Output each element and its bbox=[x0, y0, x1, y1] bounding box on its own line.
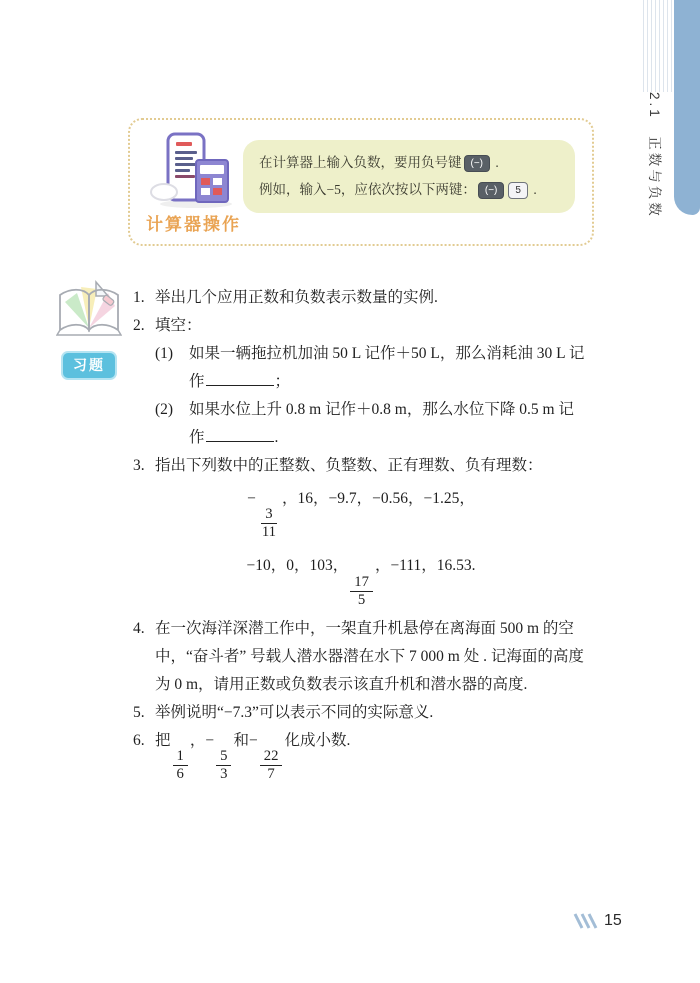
fraction: $\frac{1}{6}$ bbox=[173, 748, 188, 783]
calculator-key: 5 bbox=[508, 182, 528, 199]
fraction: $\frac{17}{5}$ bbox=[350, 574, 373, 609]
exercise-item-1 bbox=[133, 284, 589, 312]
fraction: $\frac{5}{3}$ bbox=[216, 748, 231, 783]
fill-in-blank bbox=[206, 371, 274, 386]
chapter-tab bbox=[674, 0, 700, 215]
item-text: 填空： bbox=[155, 317, 202, 334]
item-number: 6. bbox=[133, 731, 145, 749]
exercises-section-marker bbox=[54, 280, 124, 380]
calculator-key: (−) bbox=[464, 155, 491, 172]
subitem-number: (1) bbox=[155, 345, 174, 362]
calc-tip-line: 例如，输入−5，应依次按以下两键： (−) 5 . bbox=[259, 182, 537, 197]
subitem-text: 如果水位上升 0.8 m 记作＋0.8 m，那么水位下降 0.5 m 记作 . bbox=[189, 401, 574, 446]
item-number: 4. bbox=[133, 619, 145, 637]
page-number: 15 bbox=[604, 912, 622, 929]
exercise-item-5 bbox=[133, 699, 589, 727]
fraction: $\frac{3}{11}$ bbox=[261, 506, 277, 541]
number-list-row-1: − $\frac{3}{11}$ ，16，−9.7，−0.56，−1.25， bbox=[247, 490, 475, 541]
calculator-tip-box bbox=[128, 118, 594, 246]
item-text: 举例说明“−7.3”可以表示不同的实际意义. bbox=[155, 703, 434, 721]
exercise-item-2-sub-2 bbox=[155, 396, 589, 452]
exercise-item-6 bbox=[133, 727, 589, 783]
item-text: 指出下列数中的正整数、负整数、正有理数、负有理数： bbox=[155, 457, 543, 474]
item-number: 5. bbox=[133, 703, 145, 721]
chapter-title: 2.1 正数与负数 bbox=[647, 92, 662, 219]
calc-box-caption: 计算器操作 bbox=[146, 215, 241, 234]
exercise-item-4 bbox=[133, 615, 589, 699]
page-edge-lines bbox=[640, 0, 674, 92]
open-book-icon bbox=[56, 280, 122, 342]
exercise-item-2-sub-1 bbox=[155, 340, 589, 396]
exercise-list bbox=[133, 284, 589, 783]
calculator-key: (−) bbox=[478, 182, 505, 199]
calc-tip-line: 在计算器上输入负数，要用负号键 (−) . bbox=[259, 155, 499, 170]
slash-decoration-icon bbox=[572, 912, 598, 930]
fill-in-blank bbox=[206, 427, 274, 442]
item-number: 1. bbox=[133, 289, 145, 306]
phone-calculator-icon bbox=[150, 132, 242, 219]
item-number: 3. bbox=[133, 457, 145, 474]
page-footer bbox=[572, 912, 622, 930]
item-text: 把 $\frac{1}{6}$ ，− $\frac{5}{3}$ 和− $\frac{22}{7}$ 化成小数. bbox=[155, 731, 351, 782]
exercises-badge: 习题 bbox=[61, 351, 117, 380]
item-text: 举出几个应用正数和负数表示数量的实例. bbox=[155, 289, 438, 306]
subitem-number: (2) bbox=[155, 401, 174, 418]
exercise-item-2 bbox=[133, 312, 589, 340]
fraction: $\frac{22}{7}$ bbox=[260, 748, 283, 783]
item-number: 2. bbox=[133, 317, 145, 334]
exercise-item-3 bbox=[133, 452, 589, 480]
calc-tip-bubble bbox=[243, 140, 575, 213]
number-list-row-2: −10，0，103， $\frac{17}{5}$ ，−111，16.53. bbox=[246, 557, 476, 608]
subitem-text: 如果一辆拖拉机加油 50 L 记作＋50 L，那么消耗油 30 L 记作 ； bbox=[189, 345, 585, 390]
item-text: 在一次海洋深潜工作中，一架直升机悬停在离海面 500 m 的空中，“奋斗者” 号载人潜水器潜在水下 7 000 m 处 . 记海面的高度为 0 m，请用正数或负数表示该直升机和潜水器的高度. bbox=[155, 619, 584, 693]
